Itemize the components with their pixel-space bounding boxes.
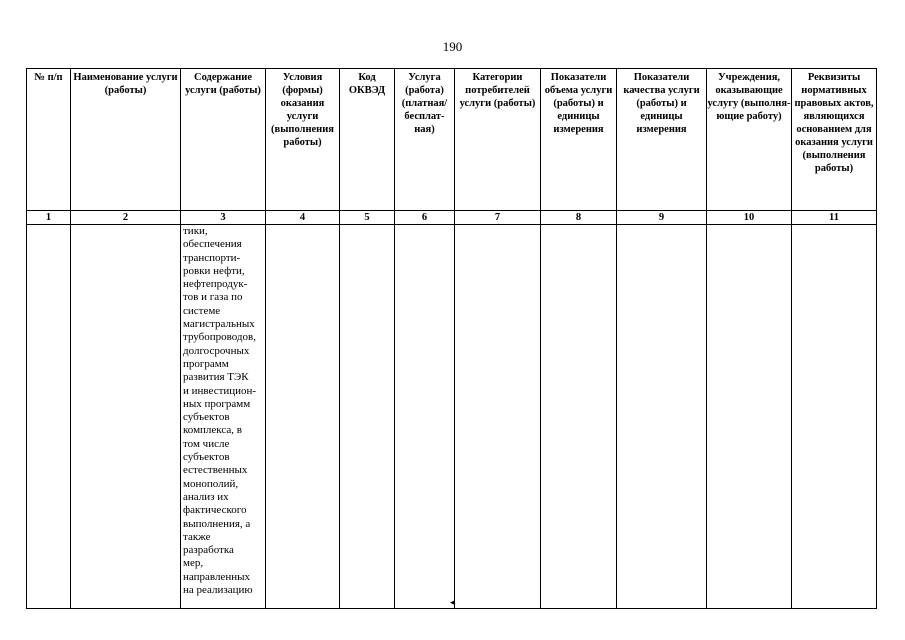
column-number: 4 <box>266 211 340 225</box>
header-cell-paid-free: Услуга (работа) (платная/ бесплат- ная) <box>395 69 455 211</box>
content-line: на реализацию <box>183 584 253 597</box>
header-cell-legal-acts: Реквизиты нормативных правовых актов, являющихся основанием для оказания услуги (выполнения работы) <box>792 69 877 211</box>
column-number: 8 <box>541 211 617 225</box>
column-number: 7 <box>455 211 541 225</box>
header-cell-consumer-categories: Категории потребителей услуги (работы) <box>455 69 541 211</box>
services-table <box>26 68 877 609</box>
service-content-text <box>181 225 265 597</box>
content-line: том числе <box>183 437 230 450</box>
content-line: естественных <box>183 464 248 477</box>
column-number: 10 <box>707 211 792 225</box>
content-line: транспорти- <box>183 251 241 264</box>
cell-paid-free <box>395 225 455 609</box>
content-line: комплекса, в <box>183 424 242 437</box>
content-line: системе <box>183 304 221 317</box>
content-line: субъектов <box>183 451 230 464</box>
cell-legal-acts <box>792 225 877 609</box>
content-line: ровки нефти, <box>183 264 245 277</box>
cell-consumer-categories <box>455 225 541 609</box>
column-number: 2 <box>71 211 181 225</box>
header-cell-volume-indicators: Показатели объема услуги (работы) и единицы измерения <box>541 69 617 211</box>
content-line: тики, <box>183 225 208 237</box>
header-cell-quality-indicators: Показатели качества услуги (работы) и единицы измерения <box>617 69 707 211</box>
content-line: развития ТЭК <box>183 371 249 384</box>
content-line: магистральных <box>183 318 255 331</box>
cell-volume-indicators <box>541 225 617 609</box>
header-cell-service-content: Содержание услуги (работы) <box>181 69 266 211</box>
scan-mark: ◂ <box>450 597 455 607</box>
column-number: 6 <box>395 211 455 225</box>
content-line: направленных <box>183 570 250 583</box>
cell-number <box>27 225 71 609</box>
header-cell-number: № п/п <box>27 69 71 211</box>
content-line: монополий, <box>183 477 239 490</box>
header-cell-service-name: Наименование услуги (работы) <box>71 69 181 211</box>
cell-okved-code <box>340 225 395 609</box>
cell-quality-indicators <box>617 225 707 609</box>
content-line: нефтепродук- <box>183 278 248 291</box>
cell-service-content <box>181 225 266 609</box>
page-number: 190 <box>442 39 463 54</box>
content-line: разработка <box>183 544 234 557</box>
column-numbers-row <box>27 211 877 225</box>
header-cell-conditions: Условия (формы) оказания услуги (выполнения работы) <box>266 69 340 211</box>
column-number: 3 <box>181 211 266 225</box>
content-line: фактического <box>183 504 247 517</box>
column-number: 1 <box>27 211 71 225</box>
cell-institutions <box>707 225 792 609</box>
content-line: долгосрочных <box>183 344 250 357</box>
content-line: также <box>183 530 211 543</box>
column-number: 5 <box>340 211 395 225</box>
content-line: и инвестицион- <box>183 384 257 397</box>
table-header-row <box>27 69 877 211</box>
content-line: субъектов <box>183 411 230 424</box>
content-line: мер, <box>183 557 204 570</box>
table-row <box>27 225 877 609</box>
content-line: анализ их <box>183 490 229 503</box>
cell-conditions <box>266 225 340 609</box>
header-cell-institutions: Учреждения, оказывающие услугу (выполня- ющие работу) <box>707 69 792 211</box>
header-cell-okved-code: Код ОКВЭД <box>340 69 395 211</box>
column-number: 11 <box>792 211 877 225</box>
content-line: выполнения, а <box>183 517 251 530</box>
content-line: трубопроводов, <box>183 331 256 344</box>
content-line: обеспечения <box>183 238 242 251</box>
content-line: тов и газа по <box>183 291 243 304</box>
column-number: 9 <box>617 211 707 225</box>
content-line: программ <box>183 357 229 370</box>
content-line: ных программ <box>183 397 251 410</box>
cell-service-name <box>71 225 181 609</box>
